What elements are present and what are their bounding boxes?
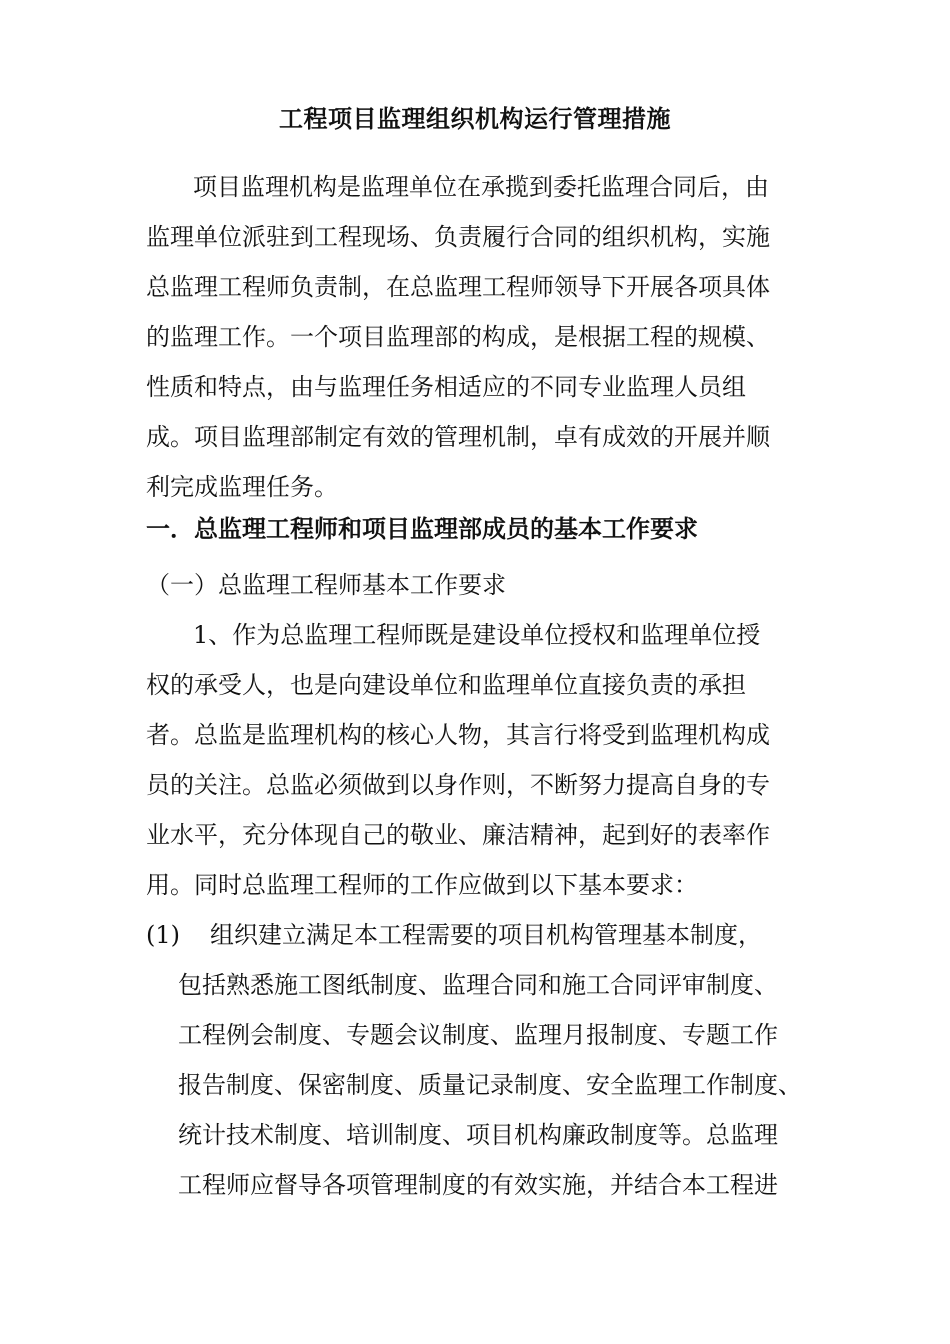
intro-line: 总监理工程师负责制，在总监理工程师领导下开展各项具体 [146, 273, 770, 301]
paragraph-line: 业水平，充分体现自己的敬业、廉洁精神，起到好的表率作 [146, 821, 770, 849]
paragraph-line: 员的关注。总监必须做到以身作则，不断努力提高自身的专 [146, 771, 770, 799]
intro-line: 利完成监理任务。 [146, 473, 338, 501]
paragraph-line: 1、作为总监理工程师既是建设单位授权和监理单位授 [193, 621, 761, 649]
intro-line: 成。项目监理部制定有效的管理机制，卓有成效的开展并顺 [146, 423, 770, 451]
list-item-line: 包括熟悉施工图纸制度、监理合同和施工合同评审制度、 [178, 971, 778, 999]
paragraph-line: 者。总监是监理机构的核心人物，其言行将受到监理机构成 [146, 721, 770, 749]
intro-line: 项目监理机构是监理单位在承揽到委托监理合同后，由 [193, 173, 769, 201]
intro-line: 性质和特点，由与监理任务相适应的不同专业监理人员组 [146, 373, 746, 401]
list-item-number: (1) [146, 921, 180, 949]
section-heading: 一．总监理工程师和项目监理部成员的基本工作要求 [146, 514, 698, 543]
intro-line: 监理单位派驻到工程现场、负责履行合同的组织机构，实施 [146, 223, 770, 251]
list-item-line: 工程例会制度、专题会议制度、监理月报制度、专题工作 [178, 1021, 778, 1049]
document-title: 工程项目监理组织机构运行管理措施 [279, 104, 671, 133]
subsection-heading: （一）总监理工程师基本工作要求 [146, 571, 506, 599]
paragraph-line: 用。同时总监理工程师的工作应做到以下基本要求： [146, 871, 698, 899]
intro-line: 的监理工作。一个项目监理部的构成，是根据工程的规模、 [146, 323, 770, 351]
list-item-line: 统计技术制度、培训制度、项目机构廉政制度等。总监理 [178, 1121, 778, 1149]
list-item-line: 工程师应督导各项管理制度的有效实施，并结合本工程进 [178, 1171, 778, 1199]
paragraph-line: 权的承受人，也是向建设单位和监理单位直接负责的承担 [146, 671, 746, 699]
list-item-line: 报告制度、保密制度、质量记录制度、安全监理工作制度、 [178, 1071, 802, 1099]
list-item-line: 组织建立满足本工程需要的项目机构管理基本制度， [210, 921, 762, 949]
